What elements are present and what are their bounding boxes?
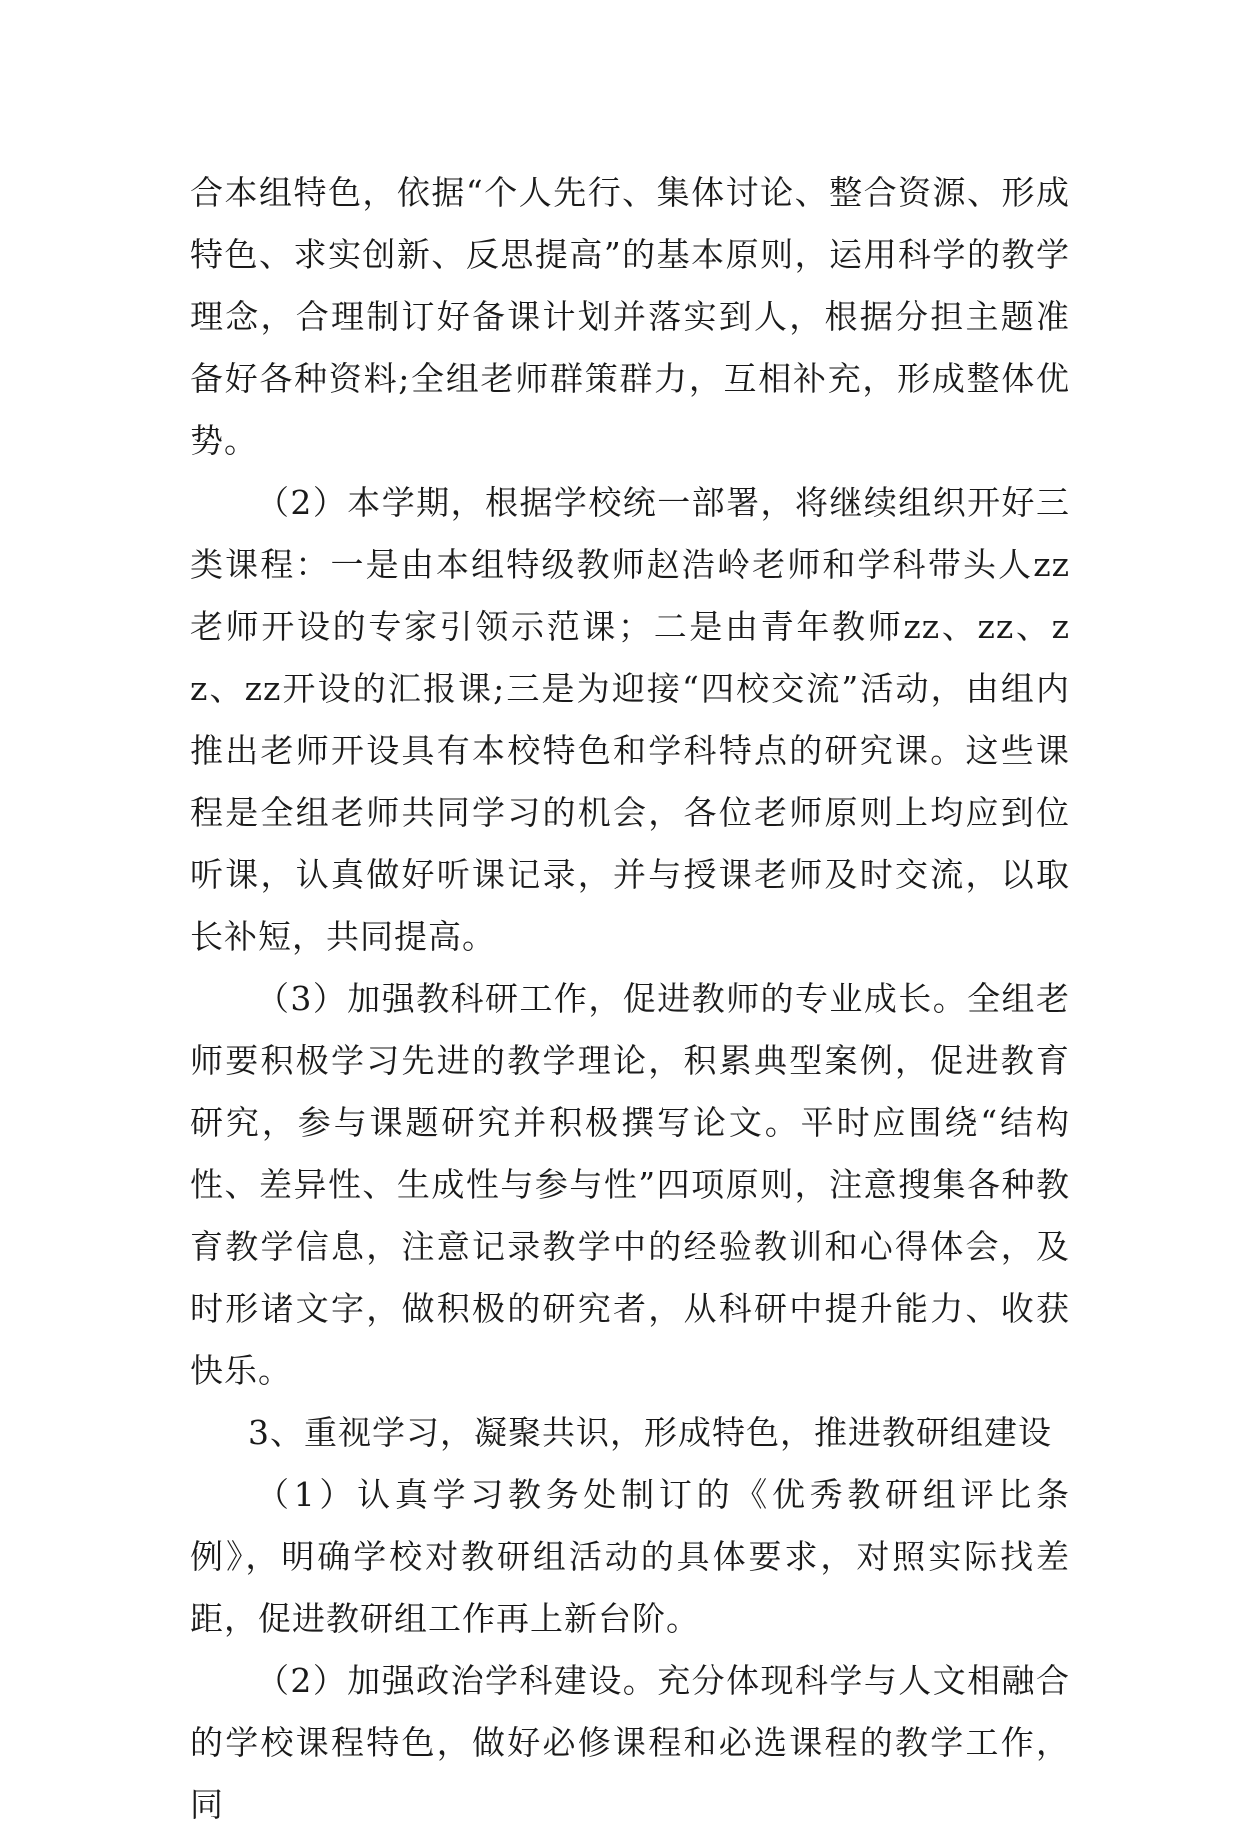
paragraph-item-2: （2）本学期，根据学校统一部署，将继续组织开好三类课程：一是由本组特级教师赵浩岭老师和学科带头人zz老师开设的专家引领示范课；二是由青年教师zz、zz、zz、zz开设的汇报课;三是为迎接“四校交流”活动，由组内推出老师开设具有本校特色和学科特点的研究课。这些课程是全组老师共同学习的机会，各位老师原则上均应到位听课，认真做好听课记录，并与授课老师及时交流，以取长补短，共同提高。 bbox=[190, 483, 1070, 956]
section-heading-3: 3、重视学习，凝聚共识，形成特色，推进教研组建设 bbox=[248, 1413, 1052, 1452]
paragraph-item-2b: （2）加强政治学科建设。充分体现科学与人文相融合的学校课程特色，做好必修课程和必选课程的教学工作，同 bbox=[190, 1661, 1070, 1824]
paragraph-item-1: （1）认真学习教务处制订的《优秀教研组评比条例》，明确学校对教研组活动的具体要求，对照实际找差距，促进教研组工作再上新台阶。 bbox=[190, 1475, 1070, 1638]
paragraph-item-3: （3）加强教科研工作，促进教师的专业成长。全组老师要积极学习先进的教学理论，积累典型案例，促进教育研究，参与课题研究并积极撰写论文。平时应围绕“结构性、差异性、生成性与参与性”四项原则，注意搜集各种教育教学信息，注意记录教学中的经验教训和心得体会，及时形诸文字，做积极的研究者，从科研中提升能力、收获快乐。 bbox=[190, 979, 1070, 1390]
document-body bbox=[190, 162, 1070, 1836]
paragraph-continuation: 合本组特色，依据“个人先行、集体讨论、整合资源、形成特色、求实创新、反思提高”的基本原则，运用科学的教学理念，合理制订好备课计划并落实到人，根据分担主题准备好各种资料;全组老师群策群力，互相补充，形成整体优势。 bbox=[190, 173, 1070, 460]
